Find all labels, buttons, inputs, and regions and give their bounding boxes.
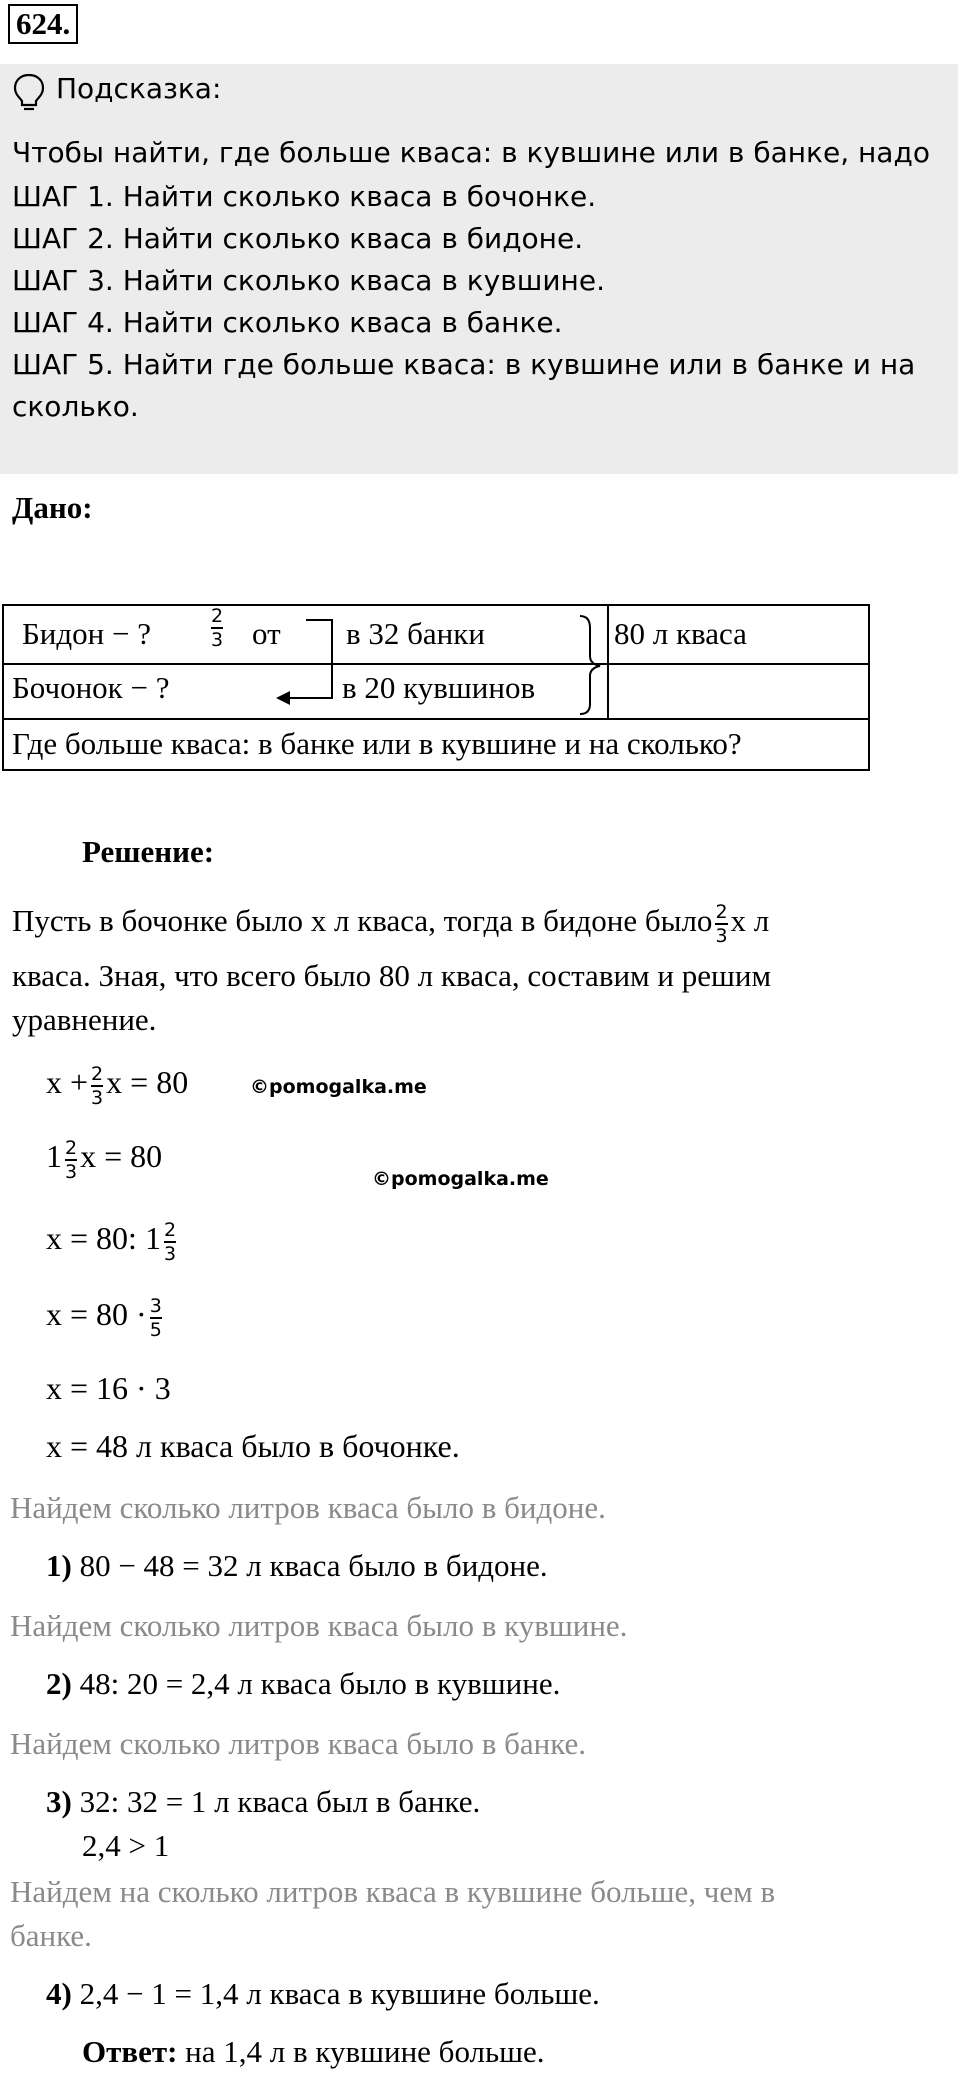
given-arrows [4, 606, 870, 771]
row1-jars: в 32 банки [346, 616, 485, 651]
eq-part: x = 80 [106, 1064, 189, 1101]
eq-part: x + [46, 1064, 89, 1101]
find-instruction-3: Найдем сколько литров кваса было в банке. [10, 1726, 587, 1761]
equation-6: x = 48 л кваса было в бочонке. [46, 1428, 460, 1464]
find-instruction-4: Найдем на сколько литров кваса в кувшине больше, чем в [10, 1874, 776, 1909]
step-text: Найти сколько кваса в банке. [122, 306, 563, 339]
watermark: ©pomogalka.me [372, 1168, 549, 1190]
step-text: Найти сколько кваса в кувшине. [122, 264, 605, 297]
row1-of: от [252, 616, 281, 651]
solution-paragraph-line3: уравнение. [12, 1002, 157, 1037]
step-2 [46, 1666, 560, 1702]
question: Где больше кваса: в банке или в кувшине и на сколько? [12, 726, 742, 761]
solution-paragraph-line1 [12, 902, 769, 946]
denominator: 5 [149, 1318, 162, 1341]
step-number: 2) [46, 1666, 72, 1701]
equation-2 [46, 1138, 162, 1182]
step-3 [46, 1784, 480, 1820]
step-label: ШАГ 4. [12, 306, 114, 339]
find-instruction-4-continued: банке. [10, 1918, 92, 1953]
fraction [164, 1220, 176, 1264]
solution-heading: Решение: [82, 834, 215, 869]
hint-title: Подсказка: [56, 72, 222, 105]
answer-text: на 1,4 л в кувшине больше. [185, 2034, 545, 2069]
step-number: 1) [46, 1548, 72, 1583]
fraction [91, 1064, 103, 1108]
row2-vessel: Бочонок − ? [12, 670, 170, 705]
equation-5: x = 16 · 3 [46, 1370, 171, 1406]
given-heading: Дано: [12, 490, 93, 525]
fraction [715, 902, 727, 946]
comparison: 2,4 > 1 [82, 1828, 170, 1863]
denominator: 3 [65, 1160, 78, 1183]
hint-intro: Чтобы найти, где больше кваса: в кувшине или в банке, надо [12, 136, 930, 169]
eq-part: x = 80 · [46, 1296, 147, 1333]
problem-number: 624. [8, 4, 78, 44]
given-table [2, 604, 870, 771]
step-4 [46, 1976, 600, 2012]
step-label: ШАГ 5. [12, 348, 114, 381]
denominator: 3 [211, 628, 224, 651]
numerator: 2 [65, 1137, 78, 1159]
hint-step-3 [12, 264, 605, 297]
hint-step-1 [12, 180, 596, 213]
equation-4 [46, 1296, 165, 1340]
fraction [150, 1296, 162, 1340]
paragraph-text: Пусть в бочонке было x л кваса, тогда в бидоне было [12, 902, 713, 938]
numerator: 2 [163, 1219, 177, 1241]
step-number: 4) [46, 1976, 72, 2011]
numerator: 3 [149, 1295, 162, 1317]
answer [82, 2034, 545, 2070]
hint-step-5-continued: сколько. [12, 390, 139, 423]
equation-1 [46, 1064, 188, 1108]
hint-step-4 [12, 306, 563, 339]
step-text: Найти где больше кваса: в кувшине или в банке и на [122, 348, 916, 381]
watermark: ©pomogalka.me [250, 1076, 427, 1098]
hint-step-5 [12, 348, 915, 381]
find-instruction-2: Найдем сколько литров кваса было в кувшине. [10, 1608, 628, 1643]
step-text: Найти сколько кваса в бидоне. [122, 222, 584, 255]
eq-part: 1 [46, 1138, 62, 1175]
solution-paragraph-line2: кваса. Зная, что всего было 80 л кваса, составим и решим [12, 958, 772, 993]
denominator: 3 [163, 1242, 177, 1265]
equation-3 [46, 1220, 179, 1264]
row1-vessel: Бидон − ? [22, 616, 151, 651]
step-text: 48: 20 = 2,4 л кваса было в кувшине. [79, 1666, 561, 1701]
total-kvass: 80 л кваса [614, 616, 747, 651]
numerator: 2 [715, 901, 728, 923]
paragraph-text: x л [730, 902, 770, 938]
eq-part: x = 80: 1 [46, 1220, 161, 1257]
step-number: 3) [46, 1784, 72, 1819]
step-label: ШАГ 2. [12, 222, 114, 255]
row2-jugs: в 20 кувшинов [342, 670, 536, 705]
lightbulb-icon [12, 72, 46, 112]
step-text: 2,4 − 1 = 1,4 л кваса в кувшине больше. [79, 1976, 600, 2011]
eq-part: x = 80 [80, 1138, 163, 1175]
numerator: 2 [91, 1063, 104, 1085]
denominator: 3 [91, 1086, 104, 1109]
step-text: 80 − 48 = 32 л кваса было в бидоне. [79, 1548, 548, 1583]
step-1 [46, 1548, 548, 1584]
step-label: ШАГ 1. [12, 180, 114, 213]
answer-label: Ответ: [82, 2034, 178, 2069]
fraction [65, 1138, 77, 1182]
find-instruction-1: Найдем сколько литров кваса было в бидоне. [10, 1490, 606, 1525]
denominator: 3 [715, 924, 728, 947]
hint-step-2 [12, 222, 583, 255]
step-text: Найти сколько кваса в бочонке. [122, 180, 597, 213]
step-label: ШАГ 3. [12, 264, 114, 297]
step-text: 32: 32 = 1 л кваса был в банке. [79, 1784, 481, 1819]
numerator: 2 [211, 605, 224, 627]
